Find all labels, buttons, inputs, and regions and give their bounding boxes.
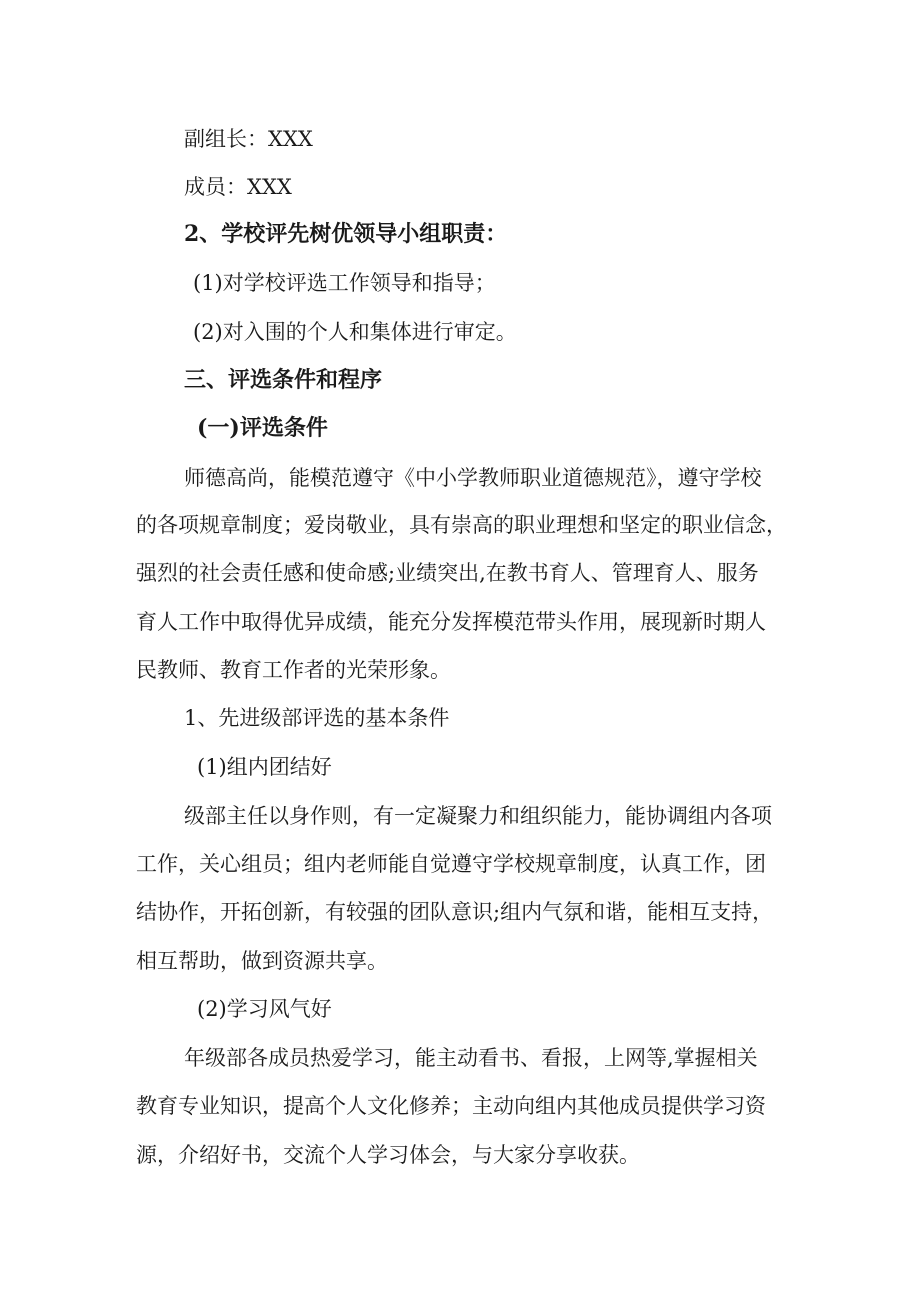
paragraph-line: 教育专业知识，提高个人文化修养；主动向组内其他成员提供学习资 [136,1094,766,1118]
paragraph-line: 工作，关心组员；组内老师能自觉遵守学校规章制度，认真工作，团 [136,852,766,876]
vice-leader-line: 副组长：XXX [184,127,313,151]
paragraph-line: 级部主任以身作则，有一定凝聚力和组织能力，能协调组内各项 [184,804,772,828]
paragraph-line: 相互帮助，做到资源共享。 [136,949,388,973]
paragraph-line: 年级部各成员热爱学习，能主动看书、看报，上网等,掌握相关 [184,1046,758,1070]
item-1-2-heading: (2)学习风气好 [197,997,332,1021]
section-3-heading: 三、评选条件和程序 [184,367,383,393]
item-1-heading: 1、先进级部评选的基本条件 [184,706,450,730]
duty-item-1: (1)对学校评选工作领导和指导； [193,271,496,295]
paragraph-line: 民教师、教育工作者的光荣形象。 [136,658,451,682]
paragraph-line: 育人工作中取得优异成绩，能充分发挥模范带头作用，展现新时期人 [136,610,766,634]
members-line: 成员：XXX [184,175,292,199]
subsection-1-heading: (一)评选条件 [197,415,328,441]
duties-heading: 2、学校评先树优领导小组职责： [184,221,508,247]
paragraph-line: 师德高尚，能模范遵守《中小学教师职业道德规范》，遵守学校 [184,466,762,490]
paragraph-line: 结协作，开拓创新，有较强的团队意识;组内气氛和谐，能相互支持， [136,900,774,924]
paragraph-line: 源，介绍好书，交流个人学习体会，与大家分享收获。 [136,1143,640,1167]
duty-item-2: (2)对入围的个人和集体进行审定。 [193,320,517,344]
paragraph-line: 强烈的社会责任感和使命感;业绩突出,在教书育人、管理育人、服务 [136,561,759,585]
paragraph-line: 的各项规章制度；爱岗敬业，具有崇高的职业理想和坚定的职业信念， [136,513,787,537]
item-1-1-heading: (1)组内团结好 [197,755,332,779]
